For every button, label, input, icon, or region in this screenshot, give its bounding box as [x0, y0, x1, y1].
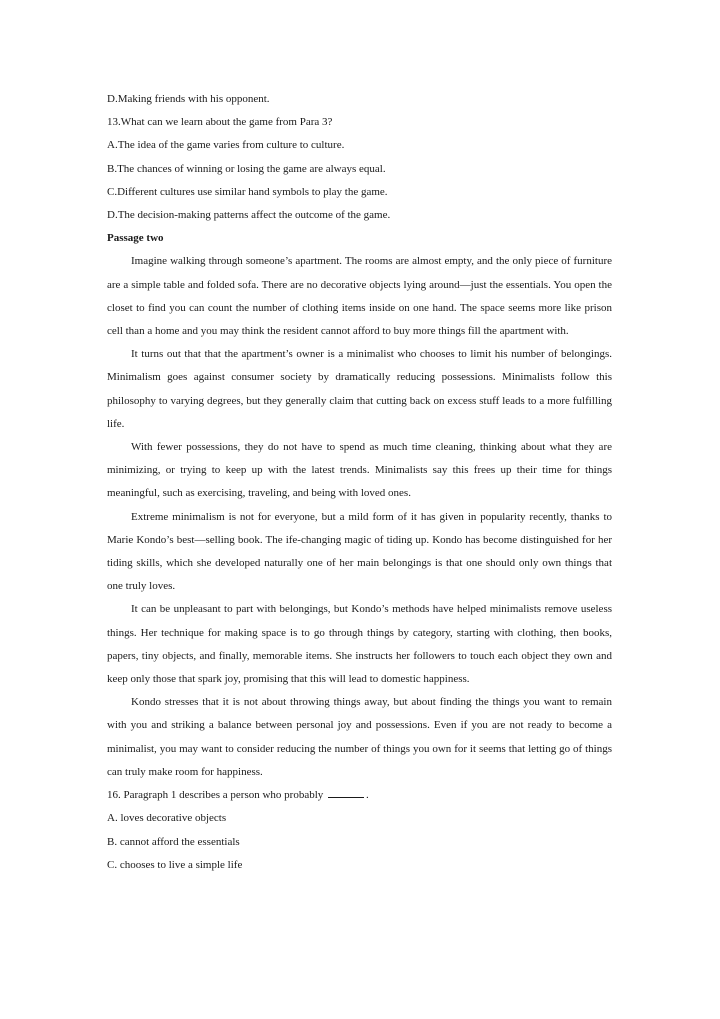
- answer-blank: [328, 785, 364, 798]
- q13-option-c: C.Different cultures use similar hand symbols to play the game.: [107, 185, 388, 198]
- passage-paragraph-6: Kondo stresses that it is not about throwing things away, but about finding the things you want to remain with you and striking a balance between personal joy and possessions. Even if you are not ready to become a minimalist, you may want to consider reducing the number of things you own for it seems that letting go of things can truly make room for happiness.: [107, 696, 612, 778]
- passage-paragraph-5: It can be unpleasant to part with belongings, but Kondo’s methods have helped minimalists remove useless things. Her technique for making space is to go through things by category, starting with clothing, then books, papers, tiny objects, and finally, memorable items. She instructs her followers to touch each object they own and keep only those that spark joy, promising that this will lead to domestic happiness.: [107, 603, 612, 686]
- passage-paragraph-2: It turns out that that the apartment’s owner is a minimalist who chooses to limit his number of belongings. Minimalism goes against consumer society by dramatically reducing possessions. Minimalists follow this philosophy to varying degrees, but they generally claim that cutting back on excess stuff leads to a more fulfilling life.: [107, 348, 612, 430]
- q12-option-d: D.Making friends with his opponent.: [107, 93, 270, 105]
- q16-stem-end: .: [366, 789, 369, 802]
- passage-paragraph-1: Imagine walking through someone’s apartment. The rooms are almost empty, and the only piece of furniture are a simple table and folded sofa. There are no decorative objects lying around—just the essentials. You open the closet to find you can count the number of clothing items inside on one hand. The space seems more like prison cell than a home and you may think the resident cannot afford to buy more things fill the apartment with.: [107, 255, 612, 338]
- passage-two-heading: Passage two: [107, 232, 164, 245]
- q16-option-a: A. loves decorative objects: [107, 812, 227, 825]
- document-page: [107, 88, 612, 877]
- passage-paragraph-3: With fewer possessions, they do not have to spend as much time cleaning, thinking about what they are minimizing, or trying to keep up with the latest trends. Minimalists say this frees up their time for things meaningful, such as exercising, traveling, and being with loved ones.: [107, 441, 612, 500]
- q16-stem-line: [107, 784, 612, 807]
- q16-stem: 16. Paragraph 1 describes a person who probably: [107, 789, 324, 802]
- q13-option-d: D.The decision-making patterns affect the outcome of the game.: [107, 209, 391, 222]
- q13-option-a: A.The idea of the game varies from culture to culture.: [107, 139, 345, 152]
- q16-option-b: B. cannot afford the essentials: [107, 835, 240, 848]
- q13-stem: 13.What can we learn about the game from Para 3?: [107, 116, 333, 129]
- q16-option-c: C. chooses to live a simple life: [107, 858, 243, 871]
- q13-option-b: B.The chances of winning or losing the game are always equal.: [107, 162, 386, 175]
- passage-paragraph-4: Extreme minimalism is not for everyone, but a mild form of it has given in popularity recently, thanks to Marie Kondo’s best—selling book. The ife-changing magic of tiding up. Kondo has become distinguished for her tiding skills, which she developed naturally one of her main belongings is that one should only own things that one truly loves.: [107, 510, 612, 593]
